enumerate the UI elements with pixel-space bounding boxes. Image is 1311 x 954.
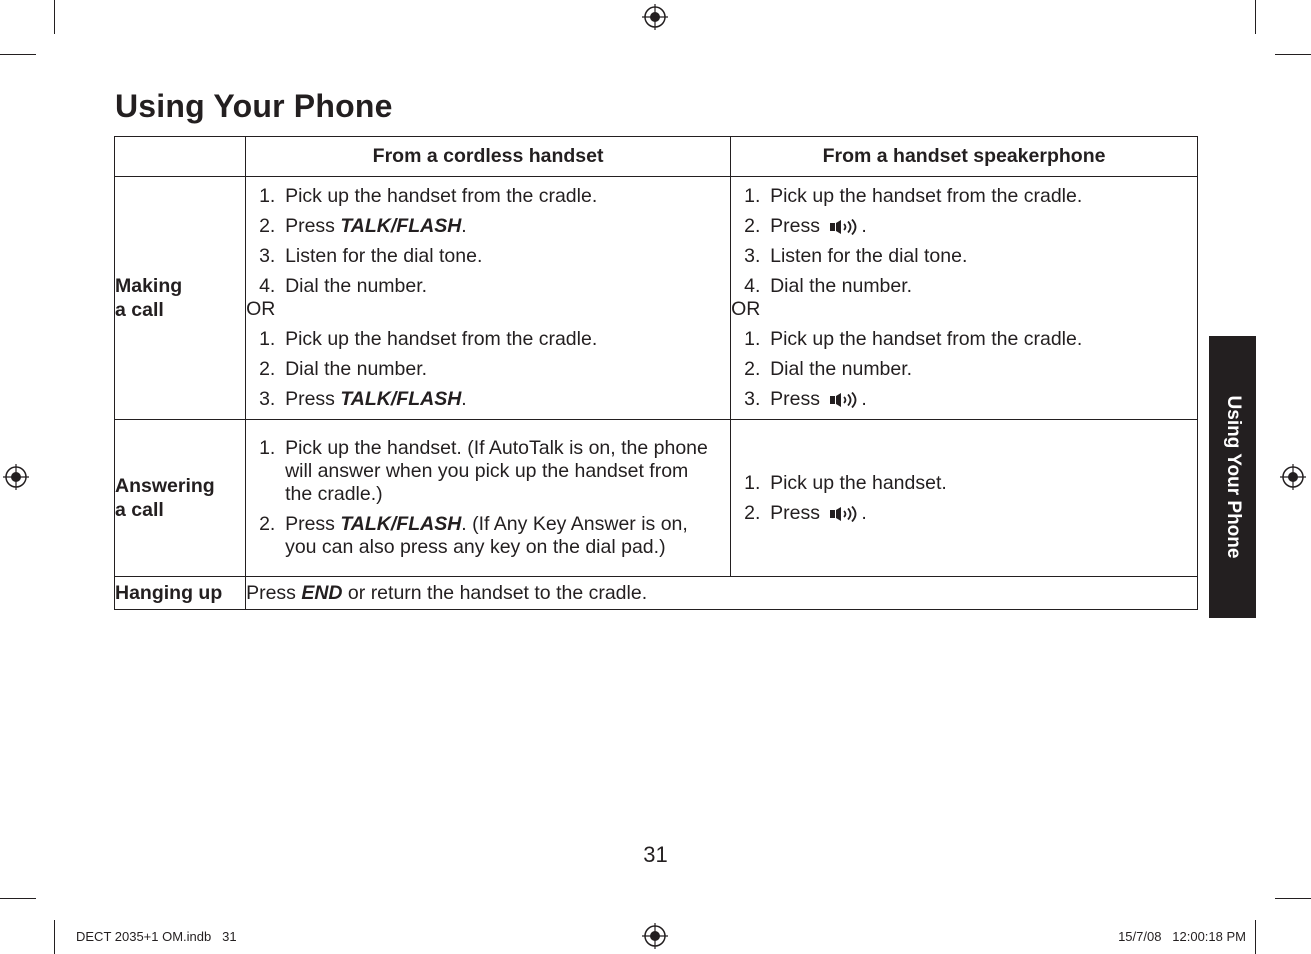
step-list [246, 185, 730, 298]
row-label-answering-call: Answering a call [115, 420, 246, 577]
cell-hanging-up: Press END or return the handset to the cradle. [246, 577, 1198, 610]
step-list [731, 472, 1197, 525]
key-label: TALK/FLASH [340, 215, 462, 237]
crop-mark [1275, 898, 1311, 899]
list-item: 1. Pick up the handset. [744, 471, 947, 494]
cell-answering-cordless [246, 420, 731, 577]
list-item: 3. Press TALK/FLASH. [259, 388, 467, 410]
section-side-tab [1209, 336, 1256, 618]
registration-mark-icon [642, 923, 668, 949]
list-item: 2. Press . [744, 215, 867, 237]
row-label-hanging-up: Hanging up [115, 577, 246, 610]
column-header-cordless: From a cordless handset [246, 137, 731, 177]
cell-making-cordless [246, 177, 731, 420]
footer-file-slug: DECT 2035+1 OM.indb 31 [76, 929, 237, 944]
list-item: 2. Press . [744, 501, 867, 524]
side-tab-label: Using Your Phone [1222, 395, 1244, 559]
speaker-icon [830, 219, 861, 235]
step-list [246, 437, 712, 559]
list-item: 4. Dial the number. [744, 275, 913, 297]
list-item: 4. Dial the number. [259, 275, 428, 297]
list-item: 3. Press . [744, 388, 867, 410]
registration-mark-icon [3, 464, 29, 490]
key-label: TALK/FLASH [340, 513, 462, 535]
list-item: 1. Pick up the handset from the cradle. [744, 185, 1083, 207]
column-header-speakerphone: From a handset speakerphone [731, 137, 1198, 177]
instructions-table [114, 136, 1198, 610]
speaker-icon [830, 506, 861, 522]
registration-mark-icon [1280, 464, 1306, 490]
or-separator: OR [246, 298, 276, 320]
step-list [246, 328, 730, 411]
list-item: 3. Listen for the dial tone. [259, 245, 483, 267]
footer-timestamp: 15/7/08 12:00:18 PM [1118, 929, 1246, 944]
list-item: 1. Pick up the handset from the cradle. [744, 328, 1083, 350]
crop-mark [1255, 0, 1256, 34]
list-item: 3. Listen for the dial tone. [744, 245, 968, 267]
crop-mark [1275, 54, 1311, 55]
or-separator: OR [731, 298, 761, 320]
corner-cell [115, 137, 246, 177]
list-item: 2. Dial the number. [259, 358, 428, 380]
speaker-icon [830, 392, 861, 408]
table-header-row [115, 137, 1198, 177]
crop-mark [1255, 920, 1256, 954]
crop-mark [0, 898, 36, 899]
page-number: 31 [643, 842, 668, 867]
step-list [731, 185, 1197, 298]
table-row-answering-call [115, 420, 1198, 577]
list-item: 1. Pick up the handset from the cradle. [259, 328, 598, 350]
key-label: TALK/FLASH [340, 388, 462, 410]
list-item: 2. Press TALK/FLASH. [259, 215, 467, 237]
cell-answering-speakerphone [731, 420, 1198, 577]
list-item: 1. Pick up the handset. (If AutoTalk is on, the phone will answer when you pick up the handset from the cradle.) [259, 437, 708, 505]
list-item: 2. Press TALK/FLASH. (If Any Key Answer is on, you can also press any key on the dial pad.) [259, 513, 688, 558]
crop-mark [54, 920, 55, 954]
table-row-making-call [115, 177, 1198, 420]
crop-mark [0, 54, 36, 55]
cell-making-speakerphone [731, 177, 1198, 420]
table-row-hanging-up [115, 577, 1198, 610]
row-label-making-call: Making a call [115, 177, 246, 420]
key-label: END [301, 581, 343, 604]
step-list [731, 328, 1197, 411]
list-item: 1. Pick up the handset from the cradle. [259, 185, 598, 207]
list-item: 2. Dial the number. [744, 358, 913, 380]
registration-mark-icon [642, 4, 668, 30]
page-title: Using Your Phone [115, 88, 393, 124]
crop-mark [54, 0, 55, 34]
